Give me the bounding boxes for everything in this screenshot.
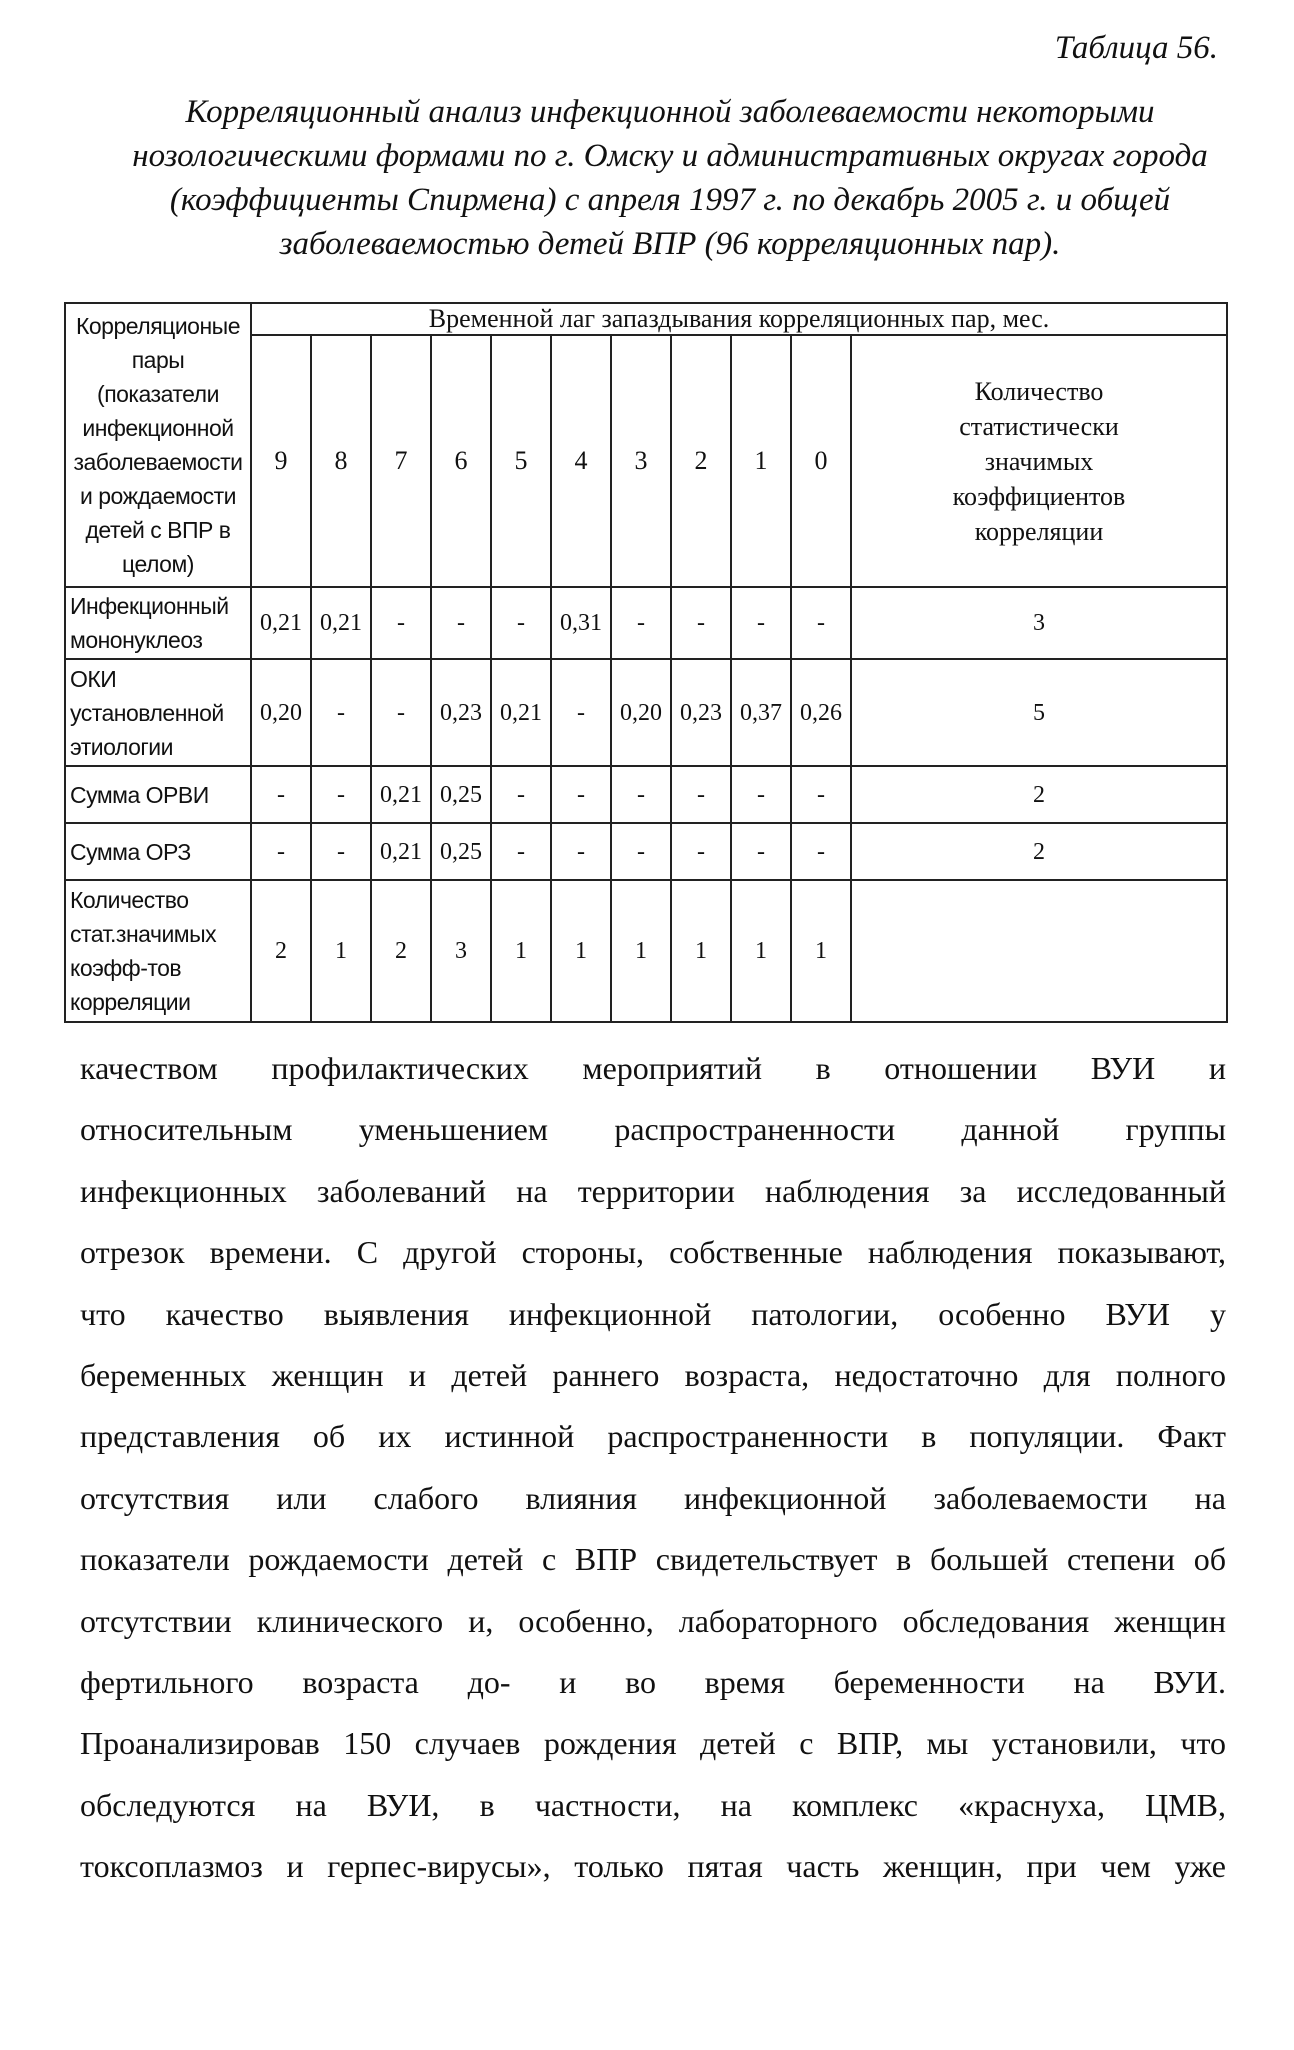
row-label — [65, 587, 251, 659]
body-line: отсутствия или слабого влияния инфекционной заболеваемости на — [80, 1479, 1226, 1516]
body-paragraph — [80, 1038, 1226, 1898]
coefficient-cell: 1 — [671, 880, 731, 1022]
lag-header: 8 — [311, 335, 371, 587]
coefficient-cell: - — [371, 659, 431, 766]
body-line: что качество выявления инфекционной патологии, особенно ВУИ у — [80, 1295, 1226, 1332]
row-label — [65, 880, 251, 1022]
coefficient-cell: 2 — [251, 880, 311, 1022]
count-header-line: значимых — [984, 446, 1094, 476]
coefficient-cell: 1 — [611, 880, 671, 1022]
coefficient-cell: - — [491, 766, 551, 823]
table-row — [65, 587, 1227, 659]
row-label-line: Количество — [70, 887, 189, 913]
row-label — [65, 659, 251, 766]
coefficient-cell: - — [551, 766, 611, 823]
row-label-line: Сумма ОРВИ — [70, 781, 209, 808]
coefficient-cell: - — [611, 587, 671, 659]
coefficient-cell: 3 — [431, 880, 491, 1022]
lag-header: 1 — [731, 335, 791, 587]
coefficient-cell: - — [731, 766, 791, 823]
coefficient-cell: 0,21 — [371, 766, 431, 823]
coefficient-cell: 0,20 — [251, 659, 311, 766]
corner-header-line: Корреляционые — [75, 313, 240, 339]
lag-header: 6 — [431, 335, 491, 587]
coefficient-cell: - — [731, 823, 791, 880]
coefficient-cell: - — [731, 587, 791, 659]
caption-line: Корреляционный анализ инфекционной заболеваемости некоторыми — [185, 94, 1155, 130]
lag-header: 7 — [371, 335, 431, 587]
caption-line: (коэффициенты Спирмена) с апреля 1997 г. по декабрь 2005 г. и общей — [169, 182, 1171, 218]
body-line: показатели рождаемости детей с ВПР свидетельствует в большей степени об — [80, 1541, 1226, 1578]
coefficient-cell: - — [491, 587, 551, 659]
significant-count-cell — [851, 880, 1227, 1022]
body-line: беременных женщин и детей раннего возраста, недостаточно для полного — [80, 1357, 1226, 1394]
lag-header: 5 — [491, 335, 551, 587]
lag-header: 3 — [611, 335, 671, 587]
table-row — [65, 823, 1227, 880]
corner-header-line: и рождаемости — [80, 483, 236, 509]
row-label-line: Инфекционный — [70, 593, 229, 619]
coefficient-cell: 0,23 — [431, 659, 491, 766]
lag-header: 0 — [791, 335, 851, 587]
coefficient-cell: 0,25 — [431, 766, 491, 823]
row-label — [65, 823, 251, 880]
coefficient-cell: - — [671, 823, 731, 880]
coefficient-cell: - — [371, 587, 431, 659]
coefficient-cell: - — [551, 659, 611, 766]
coefficient-cell: 1 — [311, 880, 371, 1022]
coefficient-cell: 1 — [731, 880, 791, 1022]
significant-count-cell: 5 — [851, 659, 1227, 766]
significant-count-cell: 2 — [851, 823, 1227, 880]
table-row — [65, 880, 1227, 1022]
caption-line: нозологическими формами по г. Омску и административных округах города — [132, 138, 1208, 174]
body-line: инфекционных заболеваний на территории наблюдения за исследованный — [80, 1172, 1226, 1209]
correlation-table — [64, 302, 1228, 1023]
lag-header: 2 — [671, 335, 731, 587]
coefficient-cell: - — [791, 823, 851, 880]
body-line: качеством профилактических мероприятий в отношении ВУИ и — [80, 1050, 1226, 1086]
coefficient-cell: - — [491, 823, 551, 880]
count-header-line: статистически — [959, 411, 1119, 441]
corner-header — [65, 303, 251, 587]
row-label-line: ОКИ — [70, 665, 117, 692]
corner-header-line: пары — [131, 347, 185, 373]
coefficient-cell: 0,37 — [731, 659, 791, 766]
coefficient-cell: 1 — [551, 880, 611, 1022]
coefficient-cell: 0,23 — [671, 659, 731, 766]
row-label-line: установленной — [70, 699, 224, 726]
coefficient-cell: - — [251, 766, 311, 823]
coefficient-cell: 0,25 — [431, 823, 491, 880]
coefficient-cell: - — [431, 587, 491, 659]
coefficient-cell: 0,21 — [491, 659, 551, 766]
corner-header-line: детей с ВПР в — [85, 517, 231, 543]
coefficient-cell: - — [671, 587, 731, 659]
body-line: представления об их истинной распространенности в популяции. Факт — [80, 1418, 1226, 1455]
row-label-line: корреляции — [70, 989, 191, 1015]
coefficient-cell: - — [791, 766, 851, 823]
row-label-line: стат.значимых — [70, 921, 217, 947]
significant-count-cell: 3 — [851, 587, 1227, 659]
row-label-line: коэфф-тов — [70, 955, 182, 981]
body-line: Проанализировав 150 случаев рождения детей с ВПР, мы установили, что — [80, 1725, 1226, 1762]
lag-header: 9 — [251, 335, 311, 587]
body-line: фертильного возраста до- и во время беременности на ВУИ. — [80, 1664, 1226, 1701]
table-caption — [100, 90, 1240, 266]
row-label-line: мононуклеоз — [70, 627, 203, 653]
lag-header: 4 — [551, 335, 611, 587]
table-number: Таблица 56. — [1054, 30, 1218, 66]
coefficient-cell: - — [791, 587, 851, 659]
coefficient-cell: - — [611, 823, 671, 880]
coefficient-cell: - — [551, 823, 611, 880]
coefficient-cell: - — [311, 659, 371, 766]
coefficient-cell: 0,21 — [311, 587, 371, 659]
table-row — [65, 766, 1227, 823]
corner-header-line: инфекционной — [82, 415, 234, 441]
coefficient-cell: - — [611, 766, 671, 823]
coefficient-cell: 0,21 — [371, 823, 431, 880]
coefficient-cell: - — [251, 823, 311, 880]
coefficient-cell: 0,31 — [551, 587, 611, 659]
count-header-line: Количество — [974, 376, 1104, 406]
coefficient-cell: - — [671, 766, 731, 823]
count-header — [851, 335, 1227, 587]
coefficient-cell: 0,21 — [251, 587, 311, 659]
table-row — [65, 659, 1227, 766]
coefficient-cell: 1 — [791, 880, 851, 1022]
count-header-line: коэффициентов — [952, 481, 1126, 511]
body-line: обследуются на ВУИ, в частности, на комплекс «краснуха, ЦМВ, — [80, 1786, 1226, 1823]
coefficient-cell: - — [311, 823, 371, 880]
row-label-line: этиологии — [70, 733, 173, 760]
corner-header-line: заболеваемости — [73, 449, 243, 475]
row-label — [65, 766, 251, 823]
count-header-line: корреляции — [974, 516, 1104, 546]
coefficient-cell: 0,20 — [611, 659, 671, 766]
row-label-line: Сумма ОРЗ — [70, 838, 191, 865]
coefficient-cell: 0,26 — [791, 659, 851, 766]
corner-header-line: целом) — [122, 551, 194, 577]
caption-line: заболеваемостью детей ВПР (96 корреляционных пар). — [279, 226, 1061, 262]
coefficient-cell: 2 — [371, 880, 431, 1022]
header-row — [65, 303, 1227, 335]
significant-count-cell: 2 — [851, 766, 1227, 823]
body-line: относительным уменьшением распространенности данной группы — [80, 1111, 1226, 1148]
corner-header-line: (показатели — [97, 381, 219, 407]
body-line: токсоплазмоз и герпес-вирусы», только пятая часть женщин, при чем уже — [80, 1848, 1226, 1885]
body-line: отсутствии клинического и, особенно, лабораторного обследования женщин — [80, 1602, 1226, 1639]
lag-group-header: Временной лаг запаздывания корреляционных пар, мес. — [251, 303, 1227, 335]
coefficient-cell: 1 — [491, 880, 551, 1022]
coefficient-cell: - — [311, 766, 371, 823]
body-line: отрезок времени. С другой стороны, собственные наблюдения показывают, — [80, 1234, 1226, 1271]
